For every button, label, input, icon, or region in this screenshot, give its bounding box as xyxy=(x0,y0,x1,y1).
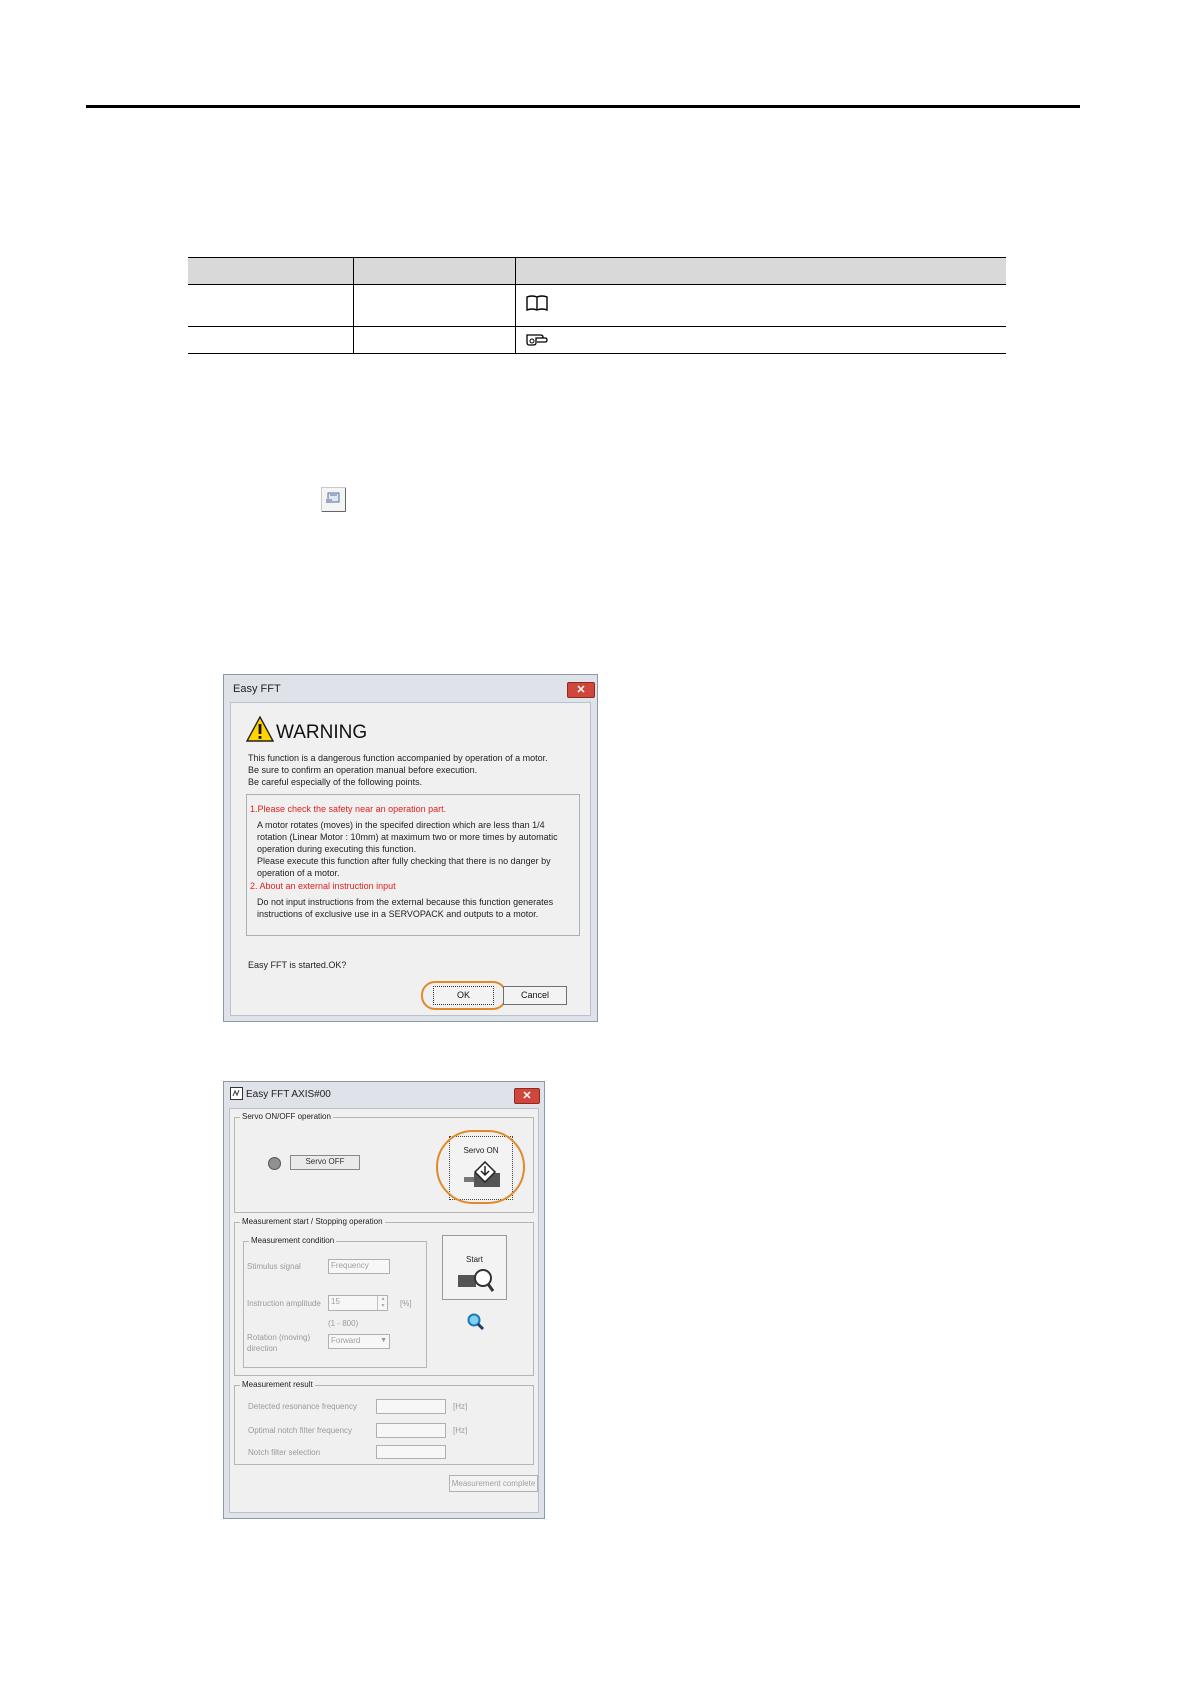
pointing-hand-icon xyxy=(525,330,551,351)
condition-group xyxy=(243,1236,427,1368)
reference-table xyxy=(188,257,1006,354)
amplitude-field[interactable]: 15 xyxy=(328,1295,388,1311)
highlight-ring xyxy=(421,981,507,1010)
book-icon xyxy=(525,294,549,317)
easy-fft-axis-dialog xyxy=(223,1081,545,1519)
point2-line: instructions of exclusive use in a SERVOPACK and outputs to a motor. xyxy=(257,909,539,919)
amplitude-range: (1 - 800) xyxy=(328,1319,359,1328)
table-header-cell xyxy=(516,258,1007,285)
close-icon[interactable]: ✕ xyxy=(514,1088,540,1104)
stimulus-label: Stimulus signal xyxy=(247,1262,301,1271)
table-cell xyxy=(188,285,354,327)
confirm-question: Easy FFT is started.OK? xyxy=(248,960,347,970)
table-row xyxy=(188,285,1006,327)
result-group xyxy=(234,1380,534,1465)
table-cell xyxy=(188,327,354,354)
amplitude-label: Instruction amplitude xyxy=(247,1299,321,1308)
table-header-cell xyxy=(188,258,354,285)
ok-button[interactable]: OK xyxy=(433,986,494,1005)
dialog-body xyxy=(229,1108,539,1513)
table-row xyxy=(188,327,1006,354)
intro-line: Be careful especially of the following points. xyxy=(248,777,423,787)
intro-line: This function is a dangerous function accompanied by operation of a motor. xyxy=(248,753,548,763)
rotation-select[interactable] xyxy=(328,1334,390,1349)
spinner-arrows-icon[interactable]: ▴ ▾ xyxy=(377,1296,388,1310)
search-icon xyxy=(466,1312,486,1337)
point2-line: Do not input instructions from the external because this function generates xyxy=(257,897,554,907)
start-label: Start xyxy=(466,1255,483,1264)
group-title: Servo ON/OFF operation xyxy=(242,1112,331,1121)
measurement-complete-button[interactable]: Measurement complete xyxy=(449,1475,538,1492)
point1-line: Please execute this function after fully checking that there is no danger by xyxy=(257,856,551,866)
rotation-label: direction xyxy=(247,1344,278,1353)
servo-on-label: Servo ON xyxy=(463,1146,499,1155)
close-icon[interactable]: ✕ xyxy=(567,682,595,698)
group-title: Measurement start / Stopping operation xyxy=(242,1217,383,1226)
notch-sel-label: Notch filter selection xyxy=(248,1448,321,1457)
point1-line: operation during executing this function. xyxy=(257,844,417,854)
point1-line: operation of a motor. xyxy=(257,868,340,878)
notch-freq-unit: [Hz] xyxy=(453,1426,468,1435)
servo-group xyxy=(234,1112,534,1213)
warning-heading: WARNING xyxy=(276,722,368,743)
table-cell xyxy=(516,285,1007,327)
measure-magnifier-icon xyxy=(457,1267,495,1298)
point1-line: rotation (Linear Motor : 10mm) at maximum two or more times by automatic xyxy=(257,832,558,842)
cancel-button[interactable]: Cancel xyxy=(503,986,567,1005)
intro-line: Be sure to confirm an operation manual before execution. xyxy=(248,765,478,775)
stimulus-field[interactable]: Frequency xyxy=(328,1259,390,1274)
table-header-row xyxy=(188,258,1006,285)
group-title: Measurement condition xyxy=(251,1236,335,1245)
res-freq-field xyxy=(376,1399,446,1414)
start-button[interactable] xyxy=(442,1235,507,1300)
amplitude-unit: [%] xyxy=(400,1299,412,1308)
point2-title: 2. About an external instruction input xyxy=(250,881,396,891)
header-rule xyxy=(86,105,1080,108)
rotation-label: Rotation (moving) xyxy=(247,1333,311,1342)
table-cell xyxy=(516,327,1007,354)
notch-freq-field xyxy=(376,1423,446,1438)
notch-freq-label: Optimal notch filter frequency xyxy=(248,1426,353,1435)
table-cell xyxy=(354,327,516,354)
easy-fft-tool-icon[interactable] xyxy=(321,487,346,512)
app-icon xyxy=(230,1087,243,1105)
notch-sel-field xyxy=(376,1445,446,1459)
dialog-title: Easy FFT AXIS#00 xyxy=(246,1089,331,1100)
point1-line: A motor rotates (moves) in the specifed direction which are less than 1/4 xyxy=(257,820,545,830)
res-freq-label: Detected resonance frequency xyxy=(248,1402,357,1411)
dialog-body xyxy=(230,702,591,1016)
servo-status-field: Servo OFF xyxy=(290,1155,360,1170)
warning-details-box xyxy=(246,794,580,936)
warning-triangle-icon xyxy=(246,716,274,747)
chevron-down-icon: ▼ xyxy=(380,1337,387,1344)
dialog-title: Easy FFT xyxy=(233,683,281,695)
table-cell xyxy=(354,285,516,327)
measurement-group xyxy=(234,1217,534,1376)
easy-fft-warning-dialog xyxy=(223,674,598,1022)
group-title: Measurement result xyxy=(242,1380,313,1389)
highlight-ring xyxy=(436,1130,525,1204)
res-freq-unit: [Hz] xyxy=(453,1402,468,1411)
table-header-cell xyxy=(354,258,516,285)
servo-status-led xyxy=(268,1157,281,1170)
rotation-value: Forward xyxy=(331,1336,361,1345)
point1-title: 1.Please check the safety near an operation part. xyxy=(250,804,447,814)
